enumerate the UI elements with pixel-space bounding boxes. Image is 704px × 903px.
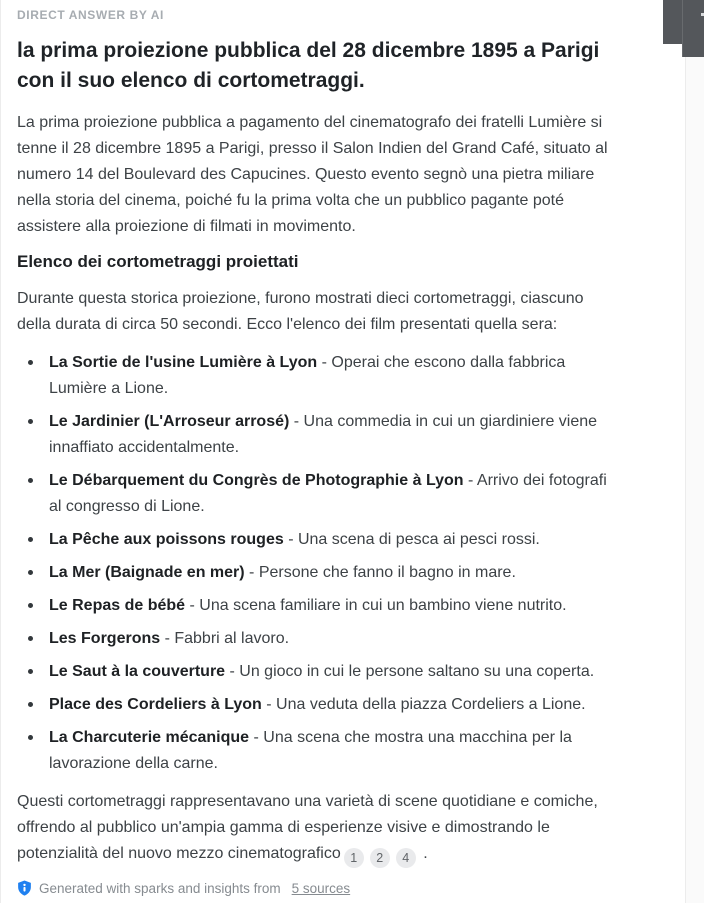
list-item (17, 409, 619, 461)
film-separator: - (463, 472, 477, 489)
closing-suffix: . (418, 845, 428, 862)
film-title: La Charcuterie mécanique (49, 729, 250, 746)
film-separator: - (244, 564, 259, 581)
film-description: Una commedia in cui un giardiniere viene innaffiato accidentalmente. (49, 413, 598, 456)
section-heading: Elenco dei cortometraggi proiettati (17, 252, 299, 271)
film-separator: - (317, 354, 332, 371)
film-description: Arrivo dei fotografi al congresso di Lione. (49, 472, 607, 515)
page-title: la prima proiezione pubblica del 28 dicembre 1895 a Parigi con il suo elenco di cortometraggi. (17, 39, 600, 92)
film-list (17, 350, 619, 777)
film-separator: - (283, 531, 298, 548)
shield-info-icon (17, 880, 32, 896)
film-title: Place des Cordeliers à Lyon (49, 696, 262, 713)
film-separator: - (160, 630, 175, 647)
film-title: Le Jardinier (L'Arroseur arrosé) (49, 413, 290, 430)
direct-answer-label: DIRECT ANSWER BY AI (17, 8, 164, 22)
answer-content (1, 0, 657, 896)
film-title: La Mer (Baignade en mer) (49, 564, 245, 581)
closing-paragraph (17, 789, 619, 868)
scrollbar-thumb[interactable] (682, 0, 704, 57)
film-description: Un gioco in cui le persone saltano su una coperta. (239, 663, 595, 680)
film-title: Le Repas de bébé (49, 597, 186, 614)
list-item (17, 527, 619, 553)
sources-link[interactable]: 5 sources (291, 880, 351, 896)
film-separator: - (261, 696, 277, 713)
film-description: Operai che escono dalla fabbrica Lumière a Lione. (49, 354, 566, 397)
citation-chips (341, 845, 419, 865)
film-title: Le Débarquement du Congrès de Photographie à Lyon (49, 472, 464, 489)
film-title: La Sortie de l'usine Lumière à Lyon (49, 354, 318, 371)
film-separator: - (185, 597, 200, 614)
footer-text: Generated with sparks and insights from (39, 880, 281, 896)
film-separator: - (289, 413, 304, 430)
film-title: Les Forgerons (49, 630, 161, 647)
film-description: Persone che fanno il bagno in mare. (258, 564, 516, 581)
film-description: Una scena che mostra una macchina per la lavorazione della carne. (49, 729, 572, 772)
film-title: Le Saut à la couverture (49, 663, 226, 680)
citation-chip[interactable]: 2 (370, 848, 390, 868)
intro-paragraph: La prima proiezione pubblica a pagamento del cinematografo dei fratelli Lumière si tenne il 28 dicembre 1895 a Parigi, presso il Salon Indien del Grand Café, situato al numero 14 del Boulevard des Capucines. Questo evento segnò una pietra miliare nella storia del cinema, poiché fu la prima volta che un pubblico pagante poté assistere alla proiezione di filmati in movimento. (17, 114, 608, 235)
list-item (17, 692, 619, 718)
list-item (17, 560, 619, 586)
film-description: Una veduta della piazza Cordeliers a Lione. (276, 696, 586, 713)
citation-chip[interactable]: 1 (344, 848, 364, 868)
section-intro-paragraph: Durante questa storica proiezione, furono mostrati dieci cortometraggi, ciascuno della durata di circa 50 secondi. Ecco l'elenco dei film presentati quella sera: (17, 290, 584, 333)
list-item (17, 468, 619, 520)
film-description: Una scena familiare in cui un bambino viene nutrito. (199, 597, 567, 614)
citation-chip[interactable]: 4 (396, 848, 416, 868)
film-title: La Pêche aux poissons rouges (49, 531, 284, 548)
list-item (17, 659, 619, 685)
list-item (17, 593, 619, 619)
list-item (17, 626, 619, 652)
film-separator: - (249, 729, 264, 746)
scrollbar-track[interactable] (685, 0, 704, 903)
film-description: Fabbri al lavoro. (174, 630, 290, 647)
film-separator: - (225, 663, 240, 680)
generation-footer (17, 880, 619, 896)
list-item (17, 350, 619, 402)
closing-text: Questi cortometraggi rappresentavano una varietà di scene quotidiane e comiche, offrendo al pubblico un'ampia gamma di esperienze visive e dimostrando le potenzialità del nuovo mezzo cinematografico (17, 793, 598, 862)
film-description: Una scena di pesca ai pesci rossi. (297, 531, 540, 548)
list-item (17, 725, 619, 777)
